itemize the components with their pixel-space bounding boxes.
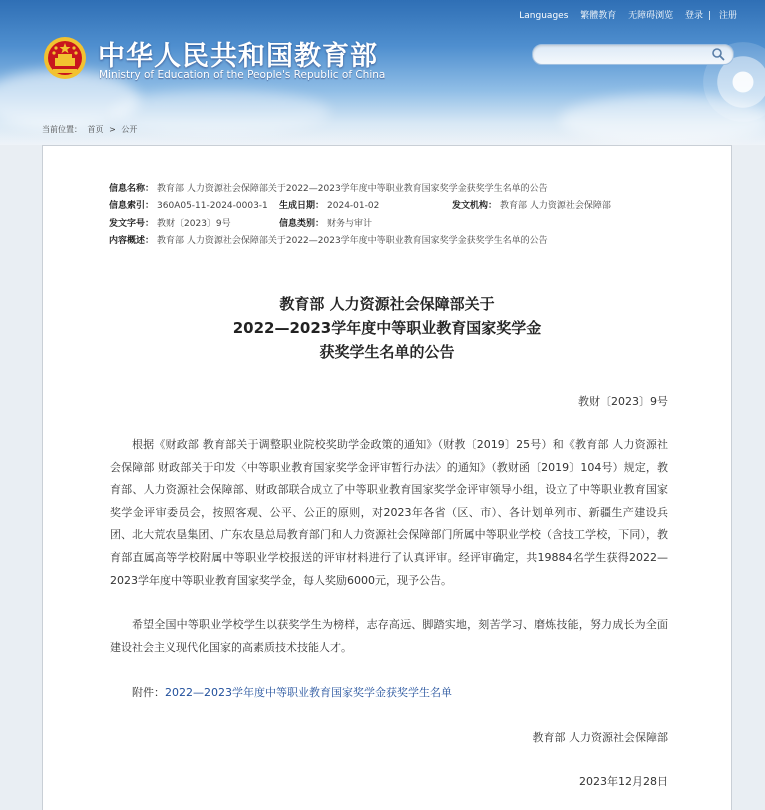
breadcrumb-public[interactable]: 公开: [121, 125, 138, 134]
languages-link[interactable]: Languages: [519, 11, 569, 21]
meta-docno-label: 发文字号：: [109, 219, 155, 229]
meta-row-index: [109, 198, 268, 211]
meta-org-value: 教育部 人力资源社会保障部: [500, 201, 611, 211]
meta-row-docno: [109, 216, 231, 229]
signature-date: 2023年12月28日: [579, 775, 668, 788]
meta-index-label: 信息索引：: [109, 201, 155, 211]
national-emblem-icon: [43, 36, 87, 80]
breadcrumb-home[interactable]: 首页: [87, 125, 104, 134]
register-link[interactable]: 注册: [718, 11, 737, 21]
search-icon[interactable]: [711, 47, 725, 61]
breadcrumb: [42, 124, 140, 135]
meta-index-value: 360A05-11-2024-0003-1: [157, 201, 268, 211]
meta-summary-value: 教育部 人力资源社会保障部关于2022—2023学年度中等职业教育国家奖学金获奖学生名单的公告: [157, 236, 548, 246]
meta-summary-label: 内容概述：: [109, 236, 155, 246]
meta-docno-value: 教财〔2023〕9号: [157, 219, 231, 229]
meta-row-org: [452, 198, 611, 211]
login-link[interactable]: 登录: [685, 11, 704, 21]
link-separator: |: [708, 11, 712, 21]
meta-date-label: 生成日期：: [279, 201, 325, 211]
meta-category-label: 信息类别：: [279, 219, 325, 229]
signature-organization: 教育部 人力资源社会保障部: [532, 731, 668, 744]
meta-row-category: [279, 216, 372, 229]
header-cloud: [110, 90, 330, 135]
meta-row-date: [279, 198, 379, 211]
document-title-line-1: 教育部 人力资源社会保障部关于: [279, 295, 495, 313]
site-subtitle-english: Ministry of Education of the People's Republic of China: [99, 69, 386, 81]
document-title-line-2: 2022—2023学年度中等职业教育国家奖学金: [232, 319, 542, 337]
body-paragraph-2: 希望全国中等职业学校学生以获奖学生为榜样，志存高远、脚踏实地，刻苦学习、磨炼技能，努力成长为全面建设社会主义现代化国家的高素质技术技能人才。: [110, 618, 668, 654]
breadcrumb-separator: >: [109, 125, 116, 134]
document-title-line-3: 获奖学生名单的公告: [319, 343, 455, 361]
meta-org-label: 发文机构：: [452, 201, 498, 211]
document-number: 教财〔2023〕9号: [578, 395, 668, 408]
traditional-chinese-link[interactable]: 繁體教育: [580, 11, 617, 21]
attachment: [132, 684, 452, 700]
meta-name-value: 教育部 人力资源社会保障部关于2022—2023学年度中等职业教育国家奖学金获奖学生名单的公告: [157, 184, 548, 194]
meta-name-label: 信息名称：: [109, 184, 155, 194]
attachment-link[interactable]: 2022—2023学年度中等职业教育国家奖学金获奖学生名单: [165, 686, 452, 699]
accessibility-link[interactable]: 无障碍浏览: [628, 11, 674, 21]
breadcrumb-label: 当前位置：: [42, 125, 82, 134]
meta-row-summary: [109, 233, 548, 246]
meta-row-name: [109, 181, 548, 194]
search-box: [532, 44, 734, 65]
site-header: [0, 0, 765, 145]
meta-category-value: 财务与审计: [327, 219, 373, 229]
meta-date-value: 2024-01-02: [327, 201, 380, 211]
body-paragraph-1: 根据《财政部 教育部关于调整职业院校奖助学金政策的通知》（财教〔2019〕25号）和《教育部 人力资源社会保障部 财政部关于印发〈中等职业教育国家奖学金评审暂行办法〉的通知》（教财函〔2019〕104号）规定，教育部、人力资源社会保障部、财政部联合成立了中等职业教育国家奖学金评审领导小组，设立了中等职业教育国家奖学金评审委员会，按照客观、公平、公正的原则，对2023年各省（区、市）、各计划单列市、新疆生产建设兵团、北大荒农垦集团、广东农垦总局教育部门和人力资源社会保障部门所属中等职业学校（含技工学校，下同），教育部直属高等学校附属中等职业学校报送的评审材料进行了认真评审。经评审确定，共19884名学生获得2022—2023学年度中等职业教育国家奖学金，每人奖励6000元，现予公告。: [110, 438, 668, 587]
site-title: 中华人民共和国教育部: [98, 41, 378, 72]
attachment-label: 附件：: [132, 686, 165, 699]
top-links: [510, 8, 737, 21]
search-input[interactable]: [533, 49, 711, 66]
